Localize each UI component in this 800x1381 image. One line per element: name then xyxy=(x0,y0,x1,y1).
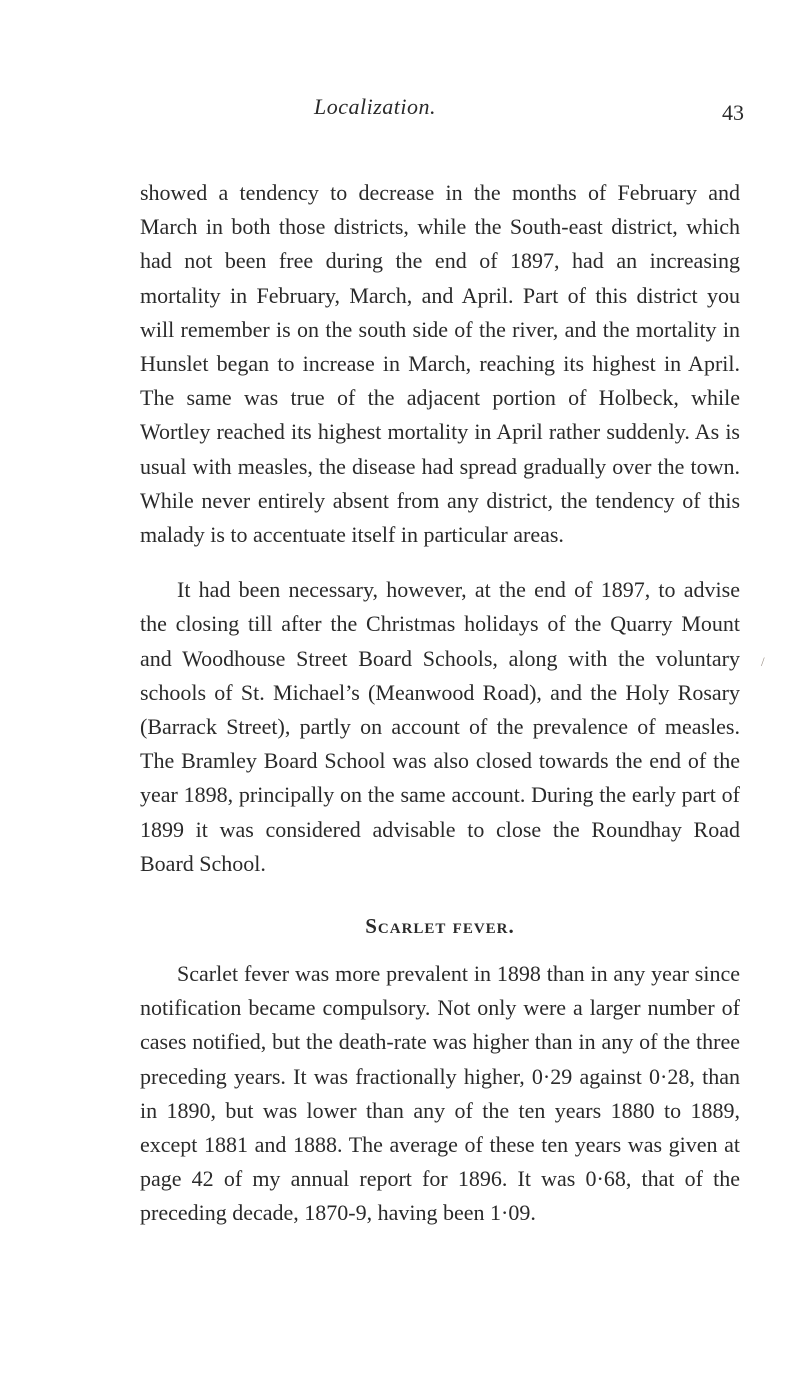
body-text xyxy=(140,176,740,1231)
running-head xyxy=(0,94,800,134)
paragraph-measles-districts: showed a tendency to decrease in the months of February and March in both those districts, while the South-east district, which had not been free during the end of 1897, had an increasing mortality in February, March, and April. Part of this district you will remember is on the south side of the river, and the mortality in Hunslet began to increase in March, reaching its highest in April. The same was true of the adjacent portion of Holbeck, while Wortley reached its highest mortality in April rather suddenly. As is usual with measles, the disease had spread gradually over the town. While never entirely absent from any district, the tendency of this malady is to accentuate itself in particular areas. xyxy=(140,180,740,548)
page-number: 43 xyxy=(722,100,744,125)
paragraph-school-closures: It had been necessary, however, at the end of 1897, to advise the closing till after the Christmas holidays of the Quarry Mount and Woodhouse Street Board Schools, along with the voluntary schools of St. Michael’s (Meanwood Road), and the Holy Rosary (Barrack Street), partly on account of the prevalence of measles. The Bramley Board School was also closed towards the end of the year 1898, principally on the same account. During the early part of 1899 it was considered advisable to close the Roundhay Road Board School. xyxy=(140,577,740,876)
paragraph-scarlet-fever: Scarlet fever was more prevalent in 1898 than in any year since notification became compulsory. Not only were a larger number of cases notified, but the death-rate was higher than in any of the three preceding years. It was fractionally higher, 0·29 against 0·28, than in 1890, but was lower than any of the ten years 1880 to 1889, except 1881 and 1888. The average of these ten years was given at page 42 of my annual report for 1896. It was 0·68, that of the preceding decade, 1870-9, having been 1·09. xyxy=(140,961,740,1226)
running-title: Localization. xyxy=(314,94,437,119)
margin-mark: / xyxy=(761,654,765,669)
section-heading-scarlet-fever: Scarlet fever. xyxy=(365,914,515,939)
